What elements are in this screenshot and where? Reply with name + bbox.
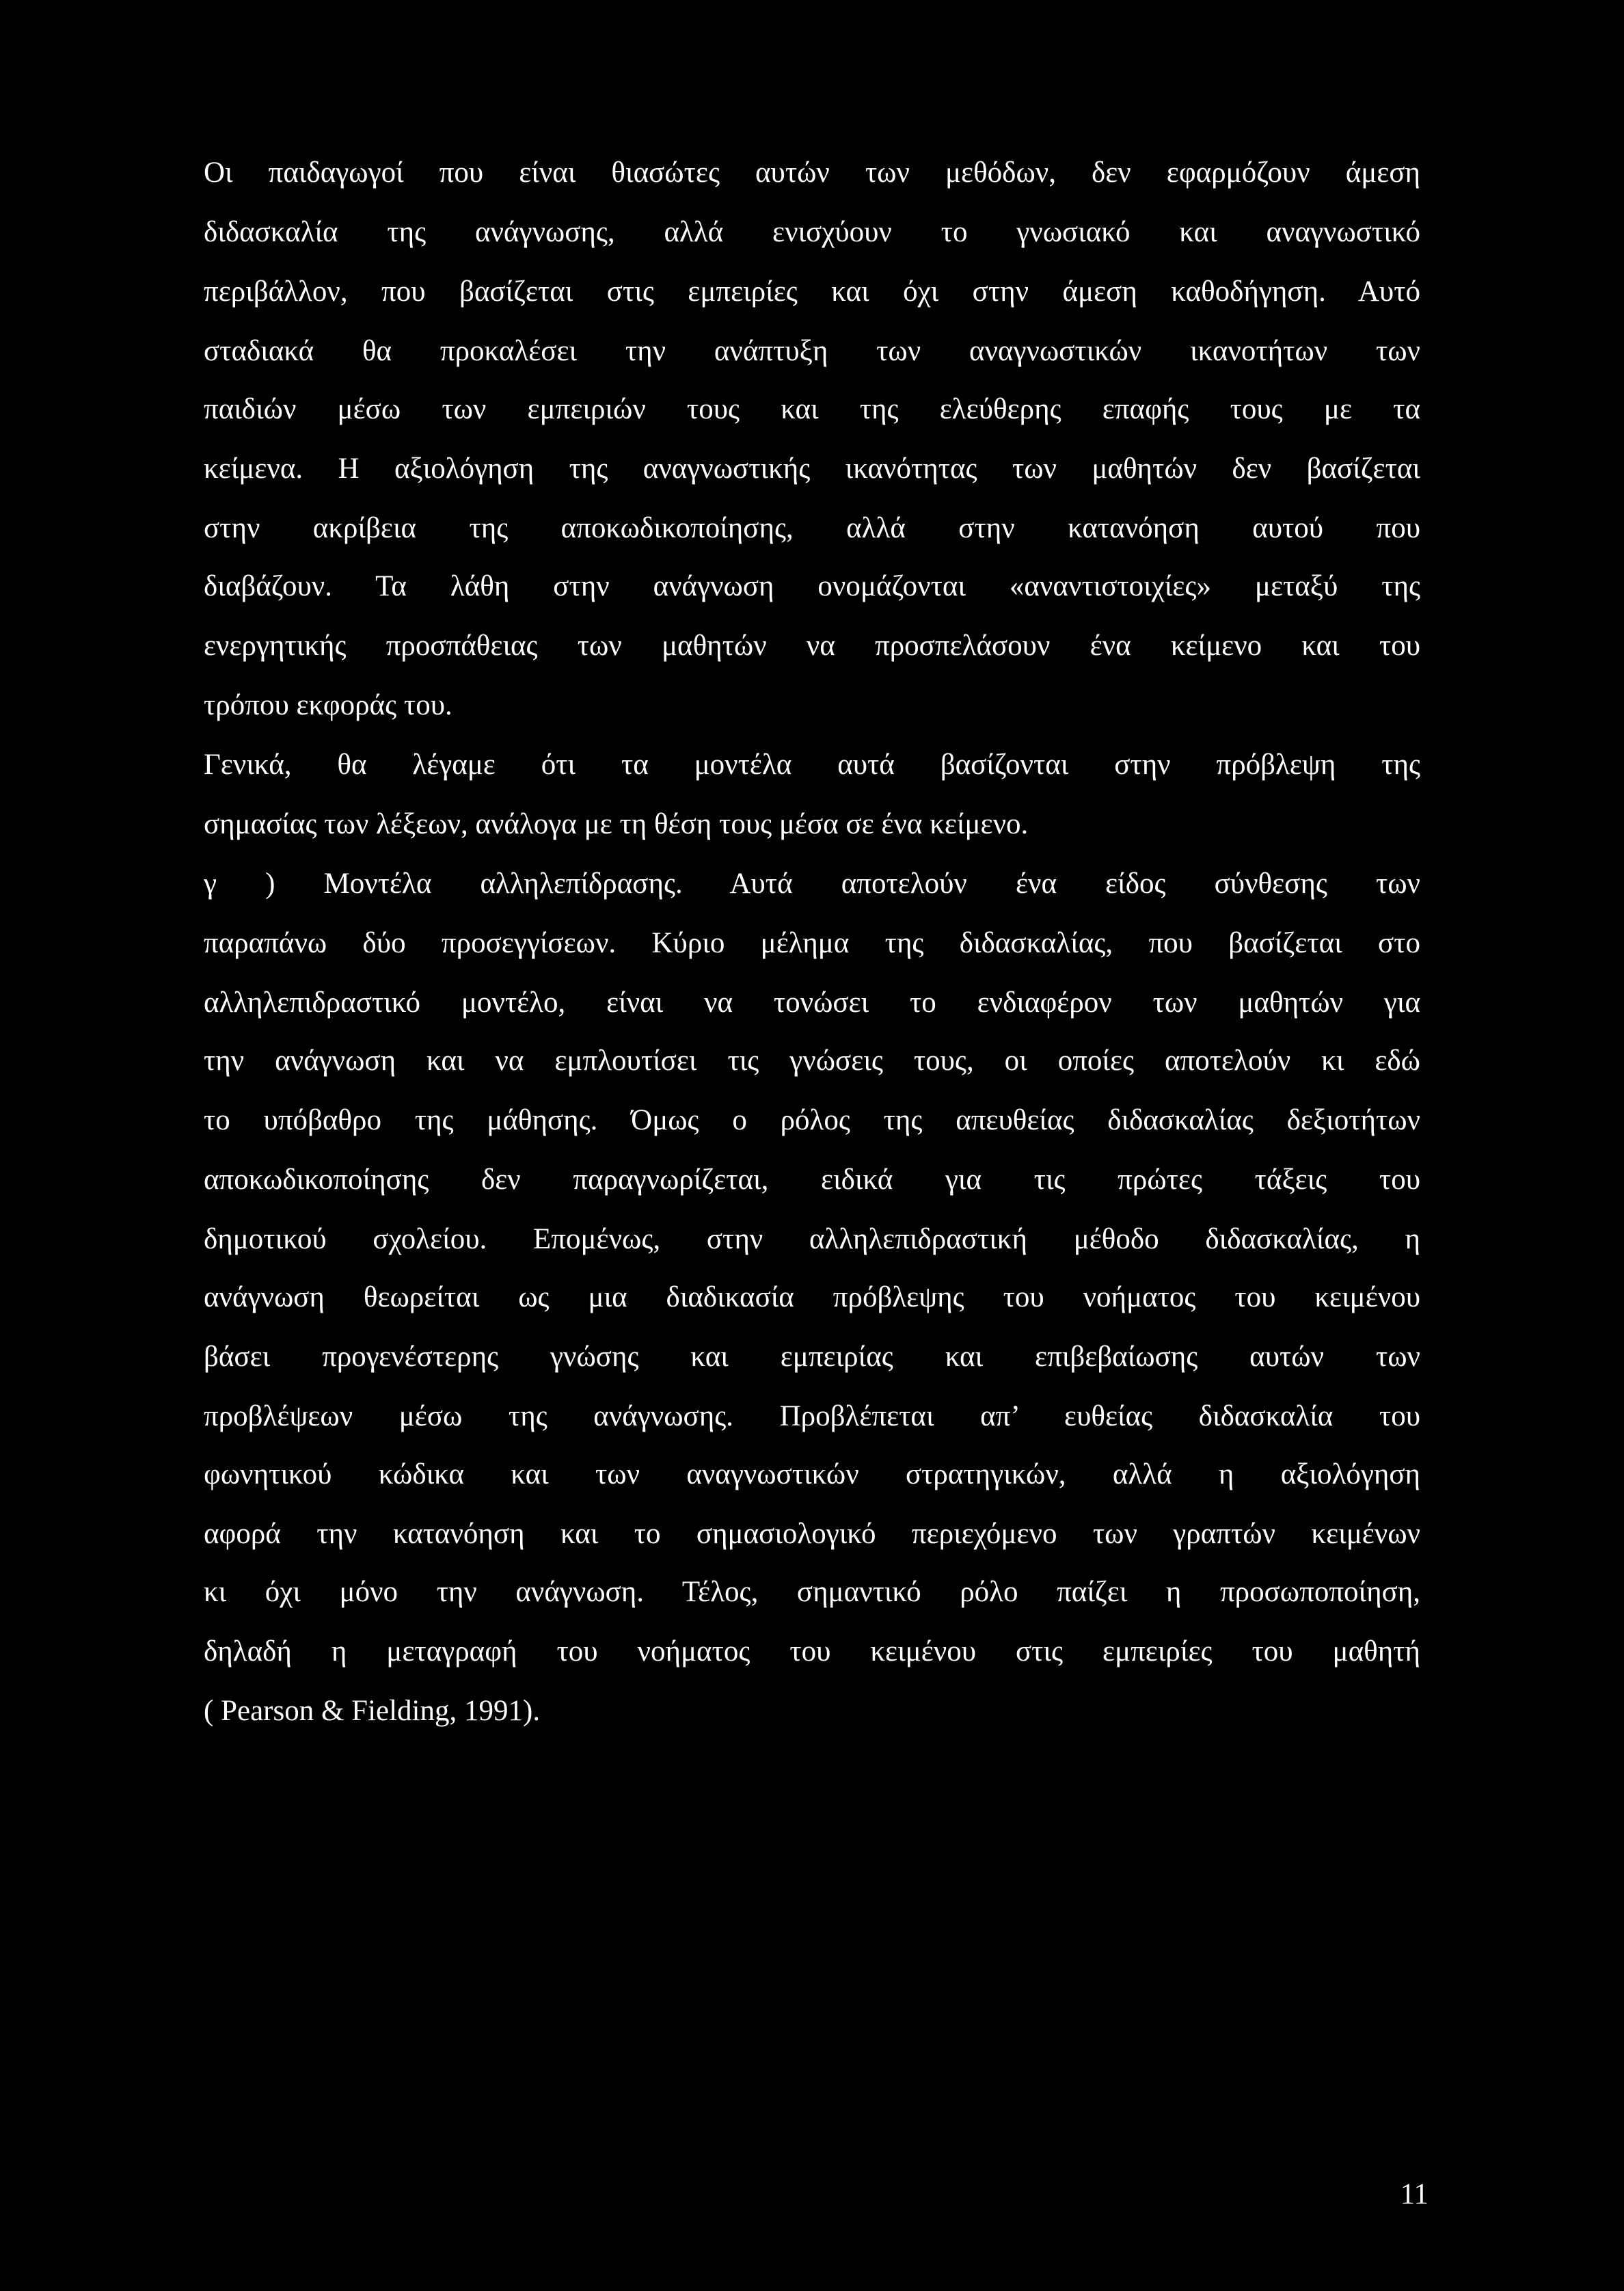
text-line: αποκωδικοποίησης δεν παραγνωρίζεται, ειδικά για τις πρώτες τάξεις του: [204, 1164, 1420, 1196]
text-line: σταδιακά θα προκαλέσει την ανάπτυξη των αναγνωστικών ικανοτήτων των: [204, 335, 1420, 367]
text-line: αλληλεπιδραστικό μοντέλο, είναι να τονώσει το ενδιαφέρον των μαθητών για: [204, 987, 1420, 1019]
text-line: παραπάνω δύο προσεγγίσεων. Κύριο μέλημα της διδασκαλίας, που βασίζεται στο: [204, 927, 1420, 959]
text-line: περιβάλλον, που βασίζεται στις εμπειρίες και όχι στην άμεση καθοδήγηση. Αυτό: [204, 276, 1420, 308]
text-line: ανάγνωση θεωρείται ως μια διαδικασία πρόβλεψης του νοήματος του κειμένου: [204, 1281, 1420, 1313]
text-line: κείμενα. Η αξιολόγηση της αναγνωστικής ικανότητας των μαθητών δεν βασίζεται: [204, 453, 1420, 485]
text-line: κι όχι μόνο την ανάγνωση. Τέλος, σημαντικό ρόλο παίζει η προσωποποίηση,: [204, 1576, 1420, 1608]
text-line: προβλέψεων μέσω της ανάγνωσης. Προβλέπεται απ’ ευθείας διδασκαλία του: [204, 1400, 1420, 1432]
text-line: την ανάγνωση και να εμπλουτίσει τις γνώσεις τους, οι οποίες αποτελούν κι εδώ: [204, 1045, 1420, 1077]
text-line: τρόπου εκφοράς του.: [204, 689, 452, 721]
page-number: 11: [1400, 2178, 1429, 2210]
text-line: αφορά την κατανόηση και το σημασιολογικό περιεχόμενο των γραπτών κειμένων: [204, 1518, 1420, 1550]
text-line: δηλαδή η μεταγραφή του νοήματος του κειμένου στις εμπειρίες του μαθητή: [204, 1635, 1420, 1667]
text-line: ( Pearson & Fielding, 1991).: [204, 1695, 541, 1727]
text-line: σημασίας των λέξεων, ανάλογα με τη θέση τους μέσα σε ένα κείμενο.: [204, 808, 1029, 840]
text-line: δημοτικού σχολείου. Επομένως, στην αλληλεπιδραστική μέθοδο διδασκαλίας, η: [204, 1223, 1420, 1255]
text-line: στην ακρίβεια της αποκωδικοποίησης, αλλά στην κατανόηση αυτού που: [204, 512, 1420, 544]
text-line: ενεργητικής προσπάθειας των μαθητών να προσπελάσουν ένα κείμενο και του: [204, 630, 1420, 662]
text-line: διδασκαλία της ανάγνωσης, αλλά ενισχύουν το γνωσιακό και αναγνωστικό: [204, 216, 1420, 248]
text-line: βάσει προγενέστερης γνώσης και εμπειρίας και επιβεβαίωσης αυτών των: [204, 1341, 1420, 1373]
text-line: παιδιών μέσω των εμπειριών τους και της ελεύθερης επαφής τους με τα: [204, 393, 1420, 425]
text-line: Γενικά, θα λέγαμε ότι τα μοντέλα αυτά βασίζονται στην πρόβλεψη της: [204, 749, 1420, 781]
text-line: γ ) Μοντέλα αλληλεπίδρασης. Αυτά αποτελούν ένα είδος σύνθεσης των: [204, 868, 1420, 900]
text-line: το υπόβαθρο της μάθησης. Όμως ο ρόλος της απευθείας διδασκαλίας δεξιοτήτων: [204, 1104, 1420, 1136]
text-line: φωνητικού κώδικα και των αναγνωστικών στρατηγικών, αλλά η αξιολόγηση: [204, 1458, 1420, 1490]
text-line: Οι παιδαγωγοί που είναι θιασώτες αυτών των μεθόδων, δεν εφαρμόζουν άμεση: [204, 157, 1420, 189]
text-line: διαβάζουν. Τα λάθη στην ανάγνωση ονομάζονται «αναντιστοιχίες» μεταξύ της: [204, 570, 1420, 602]
